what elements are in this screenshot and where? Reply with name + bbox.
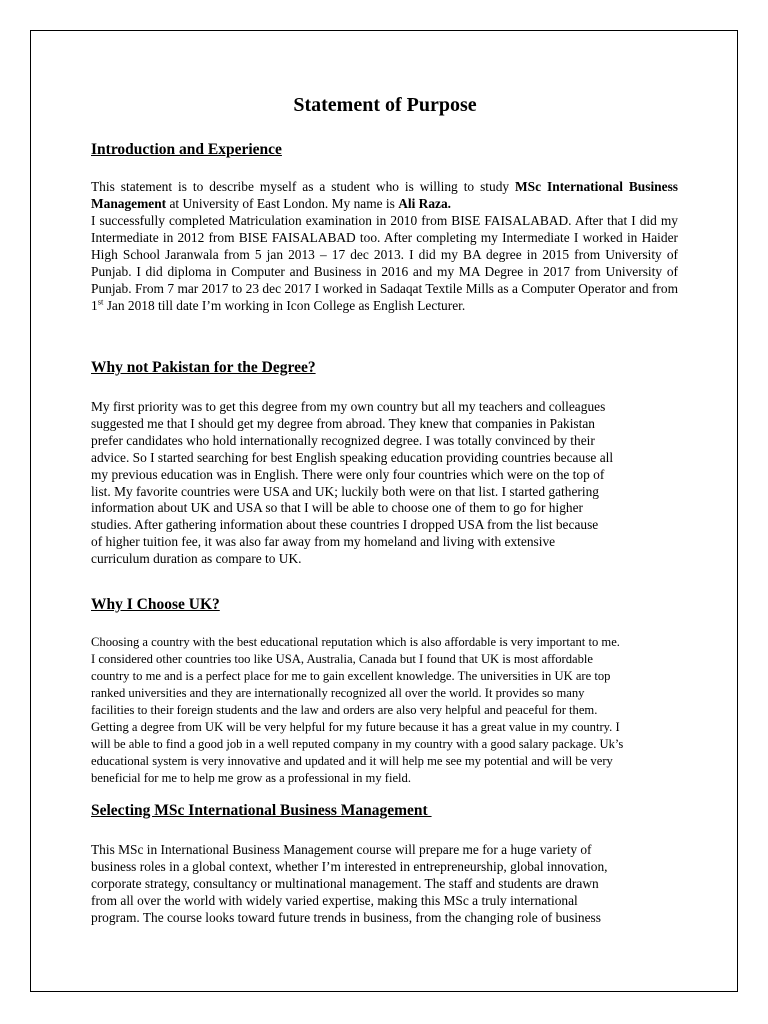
paragraph-line: My first priority was to get this degree from my own country but all my teachers and colleagues <box>91 399 606 414</box>
selecting-msc-paragraph <box>91 842 678 927</box>
section-heading-why-uk: Why I Choose UK? <box>91 596 220 613</box>
document-page <box>30 30 738 992</box>
ordinal-suffix: st <box>97 296 104 307</box>
intro-program-name: MSc International Business Management <box>91 179 678 211</box>
intro-author-name: Ali Raza. <box>398 195 452 211</box>
paragraph-line: advice. So I started searching for best English speaking education providing countries because all <box>91 449 614 465</box>
intro-paragraph <box>91 179 678 213</box>
experience-text-1: I successfully completed Matriculation examination in 2010 from BISE FAISALABAD. After that I did my Intermediate in 2012 from BISE FAISALABAD too. After completing my Intermediate I worked in Haider High School Jaranwala from 5 jan 2013 – 17 dec 2013. I did my BA degree in 2015 from University of Punjab. I did diploma in Computer and Business in 2016 and my MA Degree in 2017 from University of Punjab. From 7 mar 2017 to 23 dec 2017 I worked in Sadaqat Textile Mills as a Computer Operator and from 1 <box>91 213 678 313</box>
experience-paragraph <box>91 213 678 314</box>
section-heading-selecting-msc: Selecting MSc International Business Management <box>91 802 432 819</box>
paragraph-line: studies. After gathering information about these countries I dropped USA from the list because <box>91 517 599 533</box>
paragraph-line: suggested me that I should get my degree from abroad. They knew that companies in Pakistan <box>91 415 596 431</box>
paragraph-line: I considered other countries too like USA, Australia, Canada but I found that UK is most affordable <box>91 652 594 666</box>
why-not-pakistan-paragraph <box>91 399 678 568</box>
paragraph-line: of higher tuition fee, it was also far away from my homeland and living with extensive <box>91 534 556 550</box>
paragraph-line: Choosing a country with the best educational reputation which is also affordable is very important to me. <box>91 635 620 649</box>
paragraph-line: This MSc in International Business Management course will prepare me for a huge variety of <box>91 842 592 857</box>
paragraph-line: prefer candidates who hold internationally recognized degree. I was totally convinced by their <box>91 432 595 448</box>
section-heading-introduction: Introduction and Experience <box>91 141 282 158</box>
paragraph-line: list. My favorite countries were USA and UK; luckily both were on that list. I started gathering <box>91 483 599 499</box>
intro-text-1: This statement is to describe myself as a student who is willing to study <box>91 179 516 194</box>
experience-text-2: Jan 2018 till date I’m working in Icon College as English Lecturer. <box>103 297 466 313</box>
paragraph-line: educational system is very innovative and updated and it will help me see my potential and will be very <box>91 754 613 768</box>
paragraph-line: country to me and is a perfect place for me to gain excellent knowledge. The universities in UK are top <box>91 669 611 683</box>
paragraph-line: curriculum duration as compare to UK. <box>91 551 302 567</box>
section-heading-why-not-pakistan: Why not Pakistan for the Degree? <box>91 359 316 376</box>
paragraph-line: my previous education was in English. There were only four countries which were on the top of <box>91 466 605 482</box>
paragraph-line: program. The course looks toward future trends in business, from the changing role of business <box>91 909 601 925</box>
paragraph-line: information about UK and USA so that I will be able to choose one of them to go for higher <box>91 500 584 516</box>
paragraph-line: from all over the world with widely varied expertise, making this MSc a truly international <box>91 892 578 908</box>
document-title: Statement of Purpose <box>293 94 477 116</box>
paragraph-line: facilities to their foreign students and the law and orders are also very helpful and peaceful for them. <box>91 703 598 717</box>
paragraph-line: will be able to find a good job in a well reputed company in my country with a good salary package. Uk’s <box>91 737 624 751</box>
paragraph-line: ranked universities and they are internationally recognized all over the world. It provides so many <box>91 686 585 700</box>
why-uk-paragraph <box>91 634 678 787</box>
paragraph-line: corporate strategy, consultancy or multinational management. The staff and students are drawn <box>91 875 599 891</box>
intro-text-2: at University of East London. My name is <box>166 195 399 211</box>
paragraph-line: Getting a degree from UK will be very helpful for my future because it has a great value in my country. I <box>91 720 620 734</box>
paragraph-line: business roles in a global context, whether I’m interested in entrepreneurship, global innovation, <box>91 858 608 874</box>
paragraph-line: beneficial for me to help me grow as a professional in my field. <box>91 771 411 785</box>
